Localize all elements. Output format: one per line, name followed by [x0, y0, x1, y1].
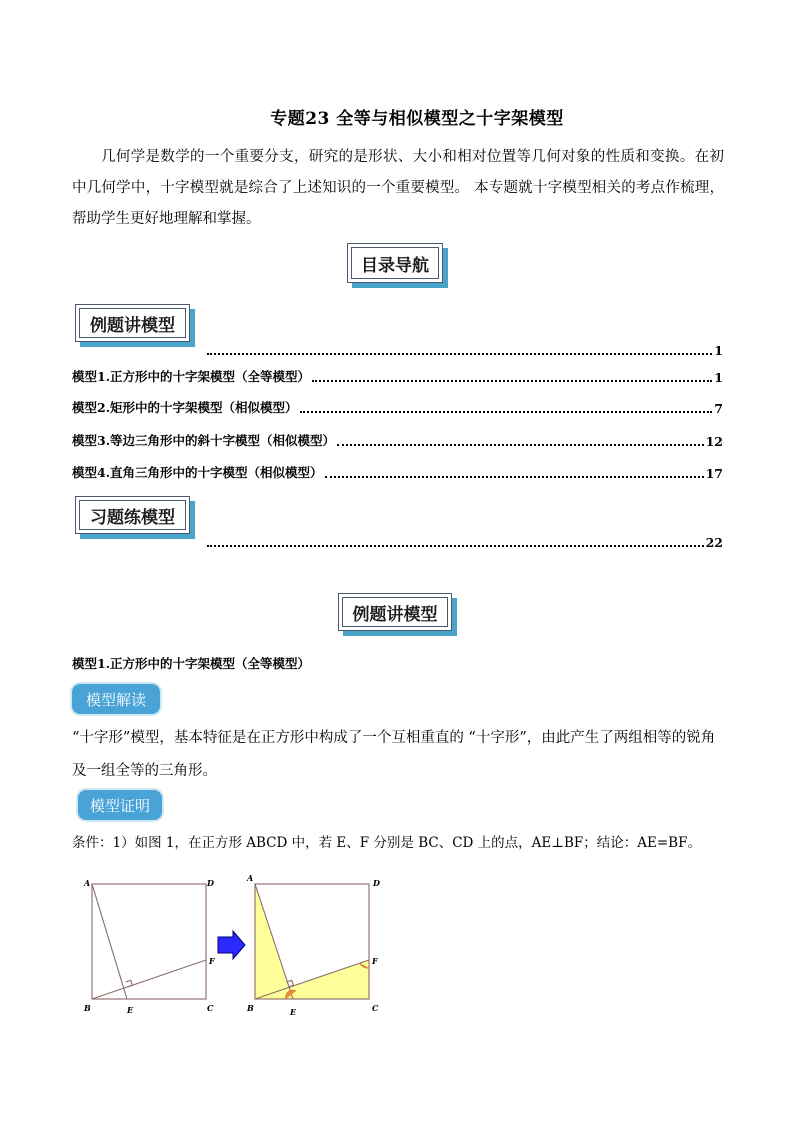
- toc-section2-box: [75, 496, 190, 534]
- label-e: E: [127, 1005, 134, 1015]
- label-d-2: D: [373, 878, 380, 888]
- model1-title: 模型1.正方形中的十字架模型（全等模型）: [72, 656, 311, 671]
- label-f: F: [209, 956, 215, 966]
- intro-paragraph: 几何学是数学的一个重要分支，研究的是形状、大小和相对位置等几何对象的性质和变换。在初中几何学中，十字模型就是综合了上述知识的一个重要模型。 本专题就十字模型相关的考点作梳理，帮助学生更好地理解和掌握。: [72, 149, 724, 227]
- toc-page-number: 17: [705, 466, 723, 481]
- toc-item-label: 模型1.正方形中的十字架模型（全等模型）: [72, 369, 311, 384]
- toc-heading: 目录导航: [361, 255, 429, 276]
- toc-page-number: 12: [705, 434, 723, 449]
- toc-item-label: 模型3.等边三角形中的斜十字模型（相似模型）: [72, 433, 336, 448]
- segment-bf: [92, 960, 206, 999]
- figures: [72, 870, 392, 1024]
- section-heading: 例题讲模型: [352, 604, 438, 625]
- toc-row-section2[interactable]: [205, 532, 723, 550]
- square-cross-diagram: [72, 870, 392, 1020]
- label-a: A: [84, 878, 91, 888]
- toc-item-label: 模型2.矩形中的十字架模型（相似模型）: [72, 400, 298, 415]
- label-d: D: [207, 878, 214, 888]
- label-c-2: C: [372, 1003, 379, 1013]
- label-b: B: [84, 1003, 91, 1013]
- toc-page-number: 1: [714, 370, 723, 385]
- figure-2: [255, 884, 369, 999]
- toc-item-model3[interactable]: [72, 431, 723, 449]
- toc-item-model1[interactable]: [72, 367, 723, 385]
- toc-leader: [207, 544, 704, 547]
- figure-1: [92, 884, 206, 999]
- toc-leader: [207, 352, 712, 355]
- toc-section1-label: 例题讲模型: [90, 315, 175, 336]
- toc-item-model2[interactable]: [72, 398, 723, 416]
- label-a-2: A: [247, 873, 254, 883]
- section-heading-box: [338, 593, 452, 631]
- model-proof-pill: 模型证明: [78, 790, 162, 820]
- toc-page-number: 1: [714, 343, 723, 358]
- toc-leader: [325, 475, 704, 478]
- label-c: C: [207, 1003, 214, 1013]
- toc-heading-box: [347, 243, 443, 283]
- label-b-2: B: [247, 1003, 254, 1013]
- toc-item-model4[interactable]: [72, 463, 723, 481]
- toc-section2-label: 习题练模型: [90, 507, 175, 528]
- toc-row-section1[interactable]: [205, 340, 723, 358]
- label-e-2: E: [290, 1007, 297, 1017]
- page-title: 专题23 全等与相似模型之十字架模型: [270, 109, 564, 129]
- label-f-2: F: [372, 956, 378, 966]
- toc-leader: [300, 410, 713, 413]
- toc-page-number: 22: [705, 535, 723, 550]
- segment-ae: [92, 884, 127, 999]
- toc-leader: [337, 443, 704, 446]
- condition-text: 条件：1）如图 1，在正方形 ABCD 中，若 E、F 分别是 BC、CD 上的点，AE⊥BF；结论：AE=BF。: [72, 835, 701, 851]
- toc-item-label: 模型4.直角三角形中的十字模型（相似模型）: [72, 465, 323, 480]
- explanation-paragraph: “十字形”模型，基本特征是在正方形中构成了一个互相重直的 “十字形”，由此产生了两组相等的锐角及一组全等的三角形。: [72, 730, 716, 779]
- toc-page-number: 7: [714, 401, 723, 416]
- right-angle-mark: [126, 980, 133, 987]
- toc-section1-box: [75, 304, 190, 342]
- arrow-icon: [218, 931, 245, 959]
- toc-leader: [312, 379, 712, 382]
- model-interpretation-pill: 模型解读: [72, 684, 160, 714]
